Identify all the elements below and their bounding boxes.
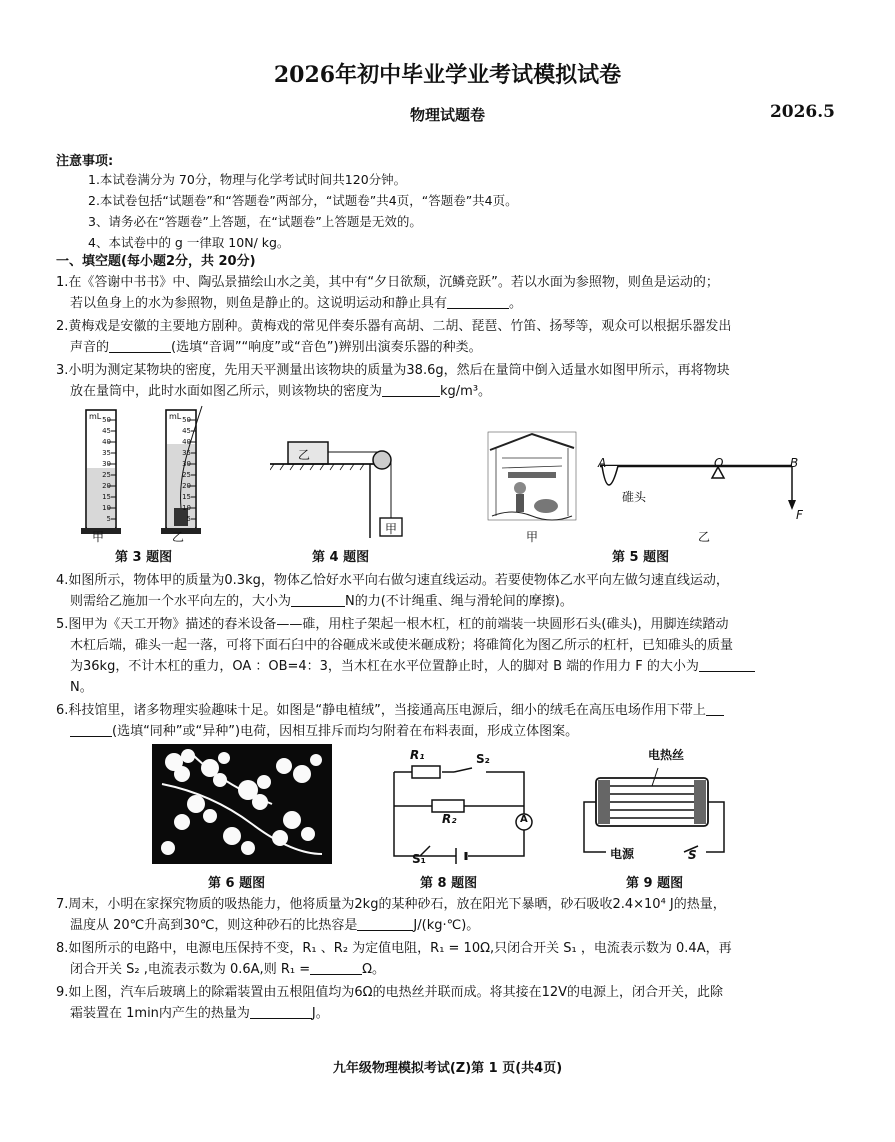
fig6-flocking-image [152,744,332,864]
q1-line2: 若以鱼身上的水为参照物，则鱼是静止的。这说明运动和静止具有 [70,296,448,311]
q7-line2-end: J/(kg·℃)。 [413,918,480,933]
q4-line2-end: N的力(不计绳重、绳与滑轮间的摩擦)。 [345,594,573,609]
fig5-force-label: F [796,508,803,522]
section-title: 一、填空题(每小题2分，共 20分) [56,254,256,269]
fig5-label-b: 乙 [698,530,711,544]
q3-line2: 放在量筒中，此时水面如图乙所示，则该物块的密度为 [70,384,383,399]
fig8-s1: S₁ [412,852,426,866]
fig4-caption: 第 4 题图 [312,550,370,565]
q1-line2-end: 。 [509,296,523,311]
exam-date: 2026.5 [769,102,835,122]
fig6-caption: 第 6 题图 [208,876,266,891]
fig5-point-b: B [790,456,799,470]
fig8-r2: R₂ [442,812,457,826]
q5-line2: 木杠后端，碓头一起一落，可将下面石臼中的谷砸成米或使米砸成粉；将碓简化为图乙所示的杠杆，已知碓头的质量 [70,638,734,653]
q8-line2: 闭合开关 S₂ ,电流表示数为 0.6A,则 R₁ = [70,962,311,977]
page-footer: 九年级物理模拟考试(Z)第 1 页(共4页) [332,1061,563,1076]
q7-line2: 温度从 20℃升高到30℃，则这种砂石的比热容是 [70,918,358,933]
fig5-illustration [482,428,582,524]
q8-line2-end: Ω。 [362,962,386,977]
fig9-caption: 第 9 题图 [626,876,684,891]
q9-line2: 霜装置在 1min内产生的热量为 [70,1006,250,1021]
question-4 [56,570,846,612]
fig8-caption: 第 8 题图 [420,876,478,891]
fig9-defroster [580,760,730,860]
fig3-ticks-a: 50 45 40 35 30 25 20 15 10 5 [102,416,111,523]
fig3-caption: 第 3 题图 [115,550,173,565]
q6-line1: 6.科技馆里，诸多物理实验趣味十足。如图是“静电植绒”，当接通高压电源后，细小的绒毛在高压电场作用下带上 [56,703,706,718]
fig5-caption: 第 5 题图 [612,550,670,565]
question-5 [56,614,846,698]
fig4-block-b: 乙 [298,448,311,462]
fig5-point-a: A [598,456,607,470]
exam-subtitle: 物理试题卷 [409,106,485,124]
fig9-wire-label: 电热丝 [648,748,685,762]
q5-line1: 5.图甲为《天工开物》描述的舂米设备——碓，用柱子架起一根木杠，杠的前端装一块圆形石头(碓头)，用脚连续踏动 [56,617,729,632]
fig3-unit-a: mL [89,412,102,421]
answer-blank[interactable] [699,657,755,672]
answer-blank[interactable] [706,701,724,716]
notice-item-3: 3、请务必在“答题卷”上答题，在“试题卷”上答题是无效的。 [88,214,422,229]
fig8-circuit [384,744,534,868]
question-8 [56,938,846,980]
q7-line1: 7.周末，小明在家探究物质的吸热能力，他将质量为2kg的某种砂石，放在阳光下暴晒，砂石吸收2.4×10⁴ J的热量， [56,897,726,912]
notice-item-2: 2.本试卷包括“试题卷”和“答题卷”两部分，“试题卷”共4页，“答题卷”共4页。 [88,193,518,208]
q5-line3: 为36kg，不计木杠的重力，OA ：OB=4：3，当木杠在水平位置静止时，人的脚对 B 端的作用力 F 的大小为 [70,659,699,674]
fig3-ticks-b: 50 45 40 35 30 25 20 15 10 5 [182,416,191,523]
question-3 [56,360,846,402]
q4-line2: 则需给乙施加一个水平向左的，大小为 [70,594,292,609]
fig4-pulley [270,430,430,540]
question-1 [56,272,846,314]
fig5-head-label: 碓头 [622,490,647,504]
answer-blank[interactable] [447,294,509,309]
fig5-label-a: 甲 [526,530,539,544]
fig8-r1: R₁ [410,748,425,762]
answer-blank[interactable] [382,382,440,397]
fig4-block-a: 甲 [385,522,398,536]
fig3-unit-b: mL [169,412,182,421]
q2-line2: 声音的 [70,340,110,355]
fig8-s2: S₂ [476,752,490,766]
q6-line2-end: (选填“同种”或“异种”)电荷，因相互排斥而均匀附着在布料表面，形成立体图案。 [112,724,579,739]
question-6 [56,700,846,742]
question-2 [56,316,846,358]
fig3-label-a: 甲 [92,530,105,544]
question-9 [56,982,846,1024]
fig9-switch-label: S [688,848,697,862]
q2-line1: 2.黄梅戏是安徽的主要地方剧种。黄梅戏的常见伴奏乐器有高胡、二胡、琵琶、竹笛、扬琴等，观众可以根据乐器发出 [56,319,732,334]
q1-line1: 1.在《答谢中书书》中、陶弘景描绘山水之美，其中有“夕日欲颓，沉鳞竞跃”。若以水面为参照物，则鱼是运动的； [56,275,719,290]
q9-line1: 9.如上图，汽车后玻璃上的除霜装置由五根阻值均为6Ω的电热丝并联而成。将其接在12V的电源上，闭合开关，此除 [56,985,724,1000]
notice-item-4: 4、本试卷中的 g 一律取 10N/ kg。 [88,235,290,250]
notice-heading: 注意事项: [56,154,114,169]
exam-title: 2026年初中毕业学业考试模拟试卷 [273,62,622,88]
q3-line2-end: kg/m³。 [440,384,492,399]
answer-blank[interactable] [109,338,171,353]
pulley-wheel [373,451,391,469]
fig9-source-label: 电源 [610,847,635,861]
answer-blank-cont[interactable] [70,722,112,737]
answer-blank[interactable] [250,1004,312,1019]
q4-line1: 4.如图所示，物体甲的质量为0.3kg，物体乙恰好水平向右做匀速直线运动。若要使物体乙水平向左做匀速直线运动， [56,573,729,588]
answer-blank[interactable] [357,916,413,931]
question-7 [56,894,846,936]
notice-item-1: 1.本试卷满分为 70分，物理与化学考试时间共120分钟。 [88,172,407,187]
q2-line2-end: (选填“音调”“响度”或“音色”)辨别出演奏乐器的种类。 [171,340,482,355]
answer-blank[interactable] [310,960,362,975]
q5-line4: N。 [70,680,93,695]
q8-line1: 8.如图所示的电路中，电源电压保持不变，R₁ 、R₂ 为定值电阻，R₁ = 10Ω,只闭合开关 S₁ ，电流表示数为 0.4A，再 [56,941,732,956]
fig5-point-o: O [714,456,724,470]
q9-line2-end: J。 [311,1006,329,1021]
answer-blank[interactable] [291,592,345,607]
q3-line1: 3.小明为测定某物块的密度，先用天平测量出该物块的质量为38.6g，然后在量筒中倒入适量水如图甲所示，再将物块 [56,363,730,378]
fig3-label-b: 乙 [172,530,185,544]
fig8-ammeter: A [520,814,528,825]
